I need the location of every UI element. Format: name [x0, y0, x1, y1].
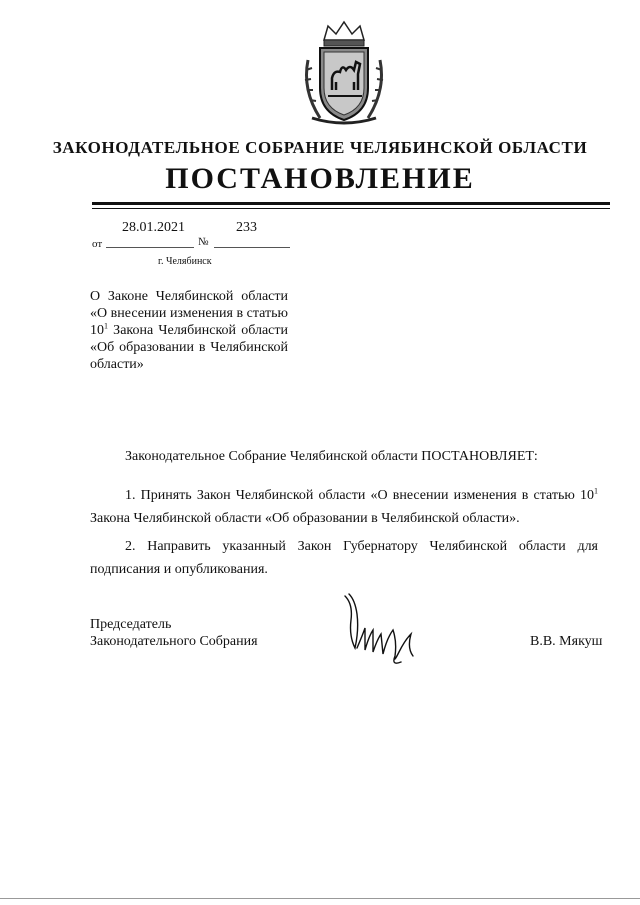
organization-title: ЗАКОНОДАТЕЛЬНОЕ СОБРАНИЕ ЧЕЛЯБИНСКОЙ ОБЛАСТИ	[52, 138, 588, 157]
number-prefix-label: №	[198, 236, 209, 248]
subject-article-superscript: 1	[104, 321, 108, 331]
position-line-1: Председатель	[90, 617, 172, 632]
handwritten-signature-icon	[335, 590, 430, 670]
header-thick-rule	[92, 202, 610, 205]
preamble-text: Законодательное Собрание Челябинской области ПОСТАНОВЛЯЕТ:	[125, 449, 538, 464]
resolution-item-1	[90, 484, 598, 530]
number-underline	[214, 247, 290, 248]
item1-text-part2: Закона Челябинской области «Об образовании в Челябинской области».	[90, 511, 520, 526]
document-date: 28.01.2021	[122, 220, 185, 235]
document-subject	[90, 288, 288, 373]
header-thin-rule	[92, 208, 610, 209]
subject-text-part2: Закона Челябинской области «Об образовании в Челябинской области»	[90, 323, 288, 372]
chelyabinsk-coat-of-arms-icon	[298, 20, 390, 128]
page-bottom-edge	[0, 898, 640, 899]
signatory-name: В.В. Мякуш	[530, 634, 603, 649]
date-underline	[106, 247, 194, 248]
subject-text-part1: О Законе Челябинской области «О внесении изменения в статью 10	[90, 289, 288, 338]
signatory-position	[90, 616, 258, 650]
document-type-heading: ПОСТАНОВЛЕНИЕ	[165, 162, 475, 195]
item1-text-part1: 1. Принять Закон Челябинской области «О внесении изменения в статью 10	[125, 488, 594, 503]
position-line-2: Законодательного Собрания	[90, 634, 258, 649]
item1-article-superscript: 1	[594, 486, 598, 496]
city-label: г. Челябинск	[158, 256, 212, 267]
date-prefix-label: от	[92, 238, 103, 250]
document-number: 233	[236, 220, 257, 235]
resolution-item-2: 2. Направить указанный Закон Губернатору Челябинской области для подписания и опубликования.	[90, 539, 598, 577]
